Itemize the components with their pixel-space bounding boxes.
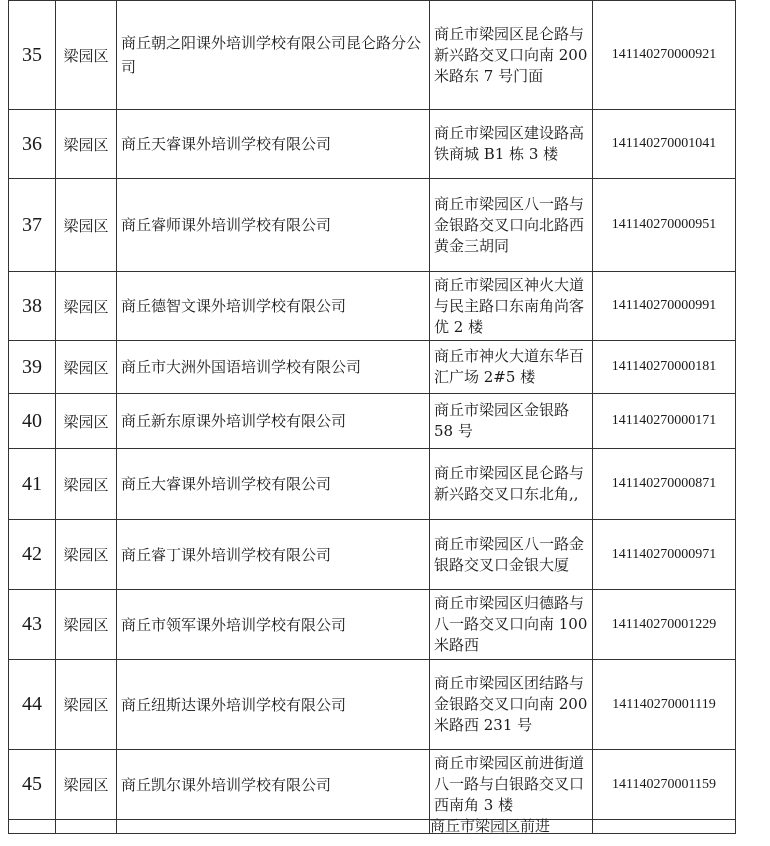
row-number: 38 — [9, 272, 56, 341]
partial-address-text: 商丘市梁园区前进 — [430, 816, 551, 835]
table-row-partial — [9, 820, 736, 834]
address-cell — [430, 816, 593, 835]
district-cell: 梁园区 — [56, 449, 117, 520]
school-name-cell: 商丘德智文课外培训学校有限公司 — [117, 272, 430, 341]
table-row — [9, 272, 736, 341]
table-row — [9, 520, 736, 590]
table-row — [9, 750, 736, 820]
row-number: 35 — [9, 1, 56, 110]
district-cell: 梁园区 — [56, 110, 117, 179]
school-name-cell — [117, 820, 430, 834]
row-number: 37 — [9, 179, 56, 272]
table-row — [9, 449, 736, 520]
district-cell: 梁园区 — [56, 179, 117, 272]
row-number: 36 — [9, 110, 56, 179]
school-name-cell: 商丘朝之阳课外培训学校有限公司昆仑路分公司 — [117, 1, 430, 110]
license-code-cell: 141140270000181 — [593, 341, 736, 394]
table-body — [9, 1, 736, 834]
address-cell: 商丘市梁园区前进街道八一路与白银路交叉口西南角 3 楼 — [430, 750, 593, 820]
license-code-cell: 141140270000971 — [593, 520, 736, 590]
district-cell: 梁园区 — [56, 1, 117, 110]
row-number — [9, 820, 56, 834]
license-code-cell: 141140270001229 — [593, 590, 736, 660]
table-row — [9, 110, 736, 179]
school-name-cell: 商丘市领军课外培训学校有限公司 — [117, 590, 430, 660]
license-code-cell: 141140270000951 — [593, 179, 736, 272]
license-code-cell — [593, 820, 736, 834]
district-cell: 梁园区 — [56, 394, 117, 449]
school-name-cell: 商丘大睿课外培训学校有限公司 — [117, 449, 430, 520]
address-cell: 商丘市梁园区归德路与八一路交叉口向南 100 米路西 — [430, 590, 593, 660]
address-cell: 商丘市梁园区团结路与金银路交叉口向南 200 米路西 231 号 — [430, 660, 593, 750]
school-name-cell: 商丘市大洲外国语培训学校有限公司 — [117, 341, 430, 394]
school-name-cell: 商丘凯尔课外培训学校有限公司 — [117, 750, 430, 820]
license-code-cell: 141140270000871 — [593, 449, 736, 520]
district-cell: 梁园区 — [56, 520, 117, 590]
license-code-cell: 141140270001041 — [593, 110, 736, 179]
district-cell: 梁园区 — [56, 750, 117, 820]
row-number: 41 — [9, 449, 56, 520]
row-number: 43 — [9, 590, 56, 660]
row-number: 44 — [9, 660, 56, 750]
license-code-cell: 141140270000171 — [593, 394, 736, 449]
school-name-cell: 商丘天睿课外培训学校有限公司 — [117, 110, 430, 179]
address-cell: 商丘市梁园区八一路金银路交叉口金银大厦 — [430, 520, 593, 590]
address-cell: 商丘市梁园区金银路 58 号 — [430, 394, 593, 449]
address-cell: 商丘市梁园区建设路高铁商城 B1 栋 3 楼 — [430, 110, 593, 179]
row-number: 42 — [9, 520, 56, 590]
district-cell: 梁园区 — [56, 590, 117, 660]
school-name-cell: 商丘睿丁课外培训学校有限公司 — [117, 520, 430, 590]
schools-table — [8, 0, 736, 834]
table-row — [9, 394, 736, 449]
license-code-cell: 141140270000921 — [593, 1, 736, 110]
address-cell: 商丘市梁园区神火大道与民主路口东南角尚客优 2 楼 — [430, 272, 593, 341]
district-cell: 梁园区 — [56, 341, 117, 394]
table-row — [9, 341, 736, 394]
row-number: 39 — [9, 341, 56, 394]
license-code-cell: 141140270001119 — [593, 660, 736, 750]
school-name-cell: 商丘睿师课外培训学校有限公司 — [117, 179, 430, 272]
address-cell: 商丘市梁园区昆仑路与新兴路交叉口东北角,, — [430, 449, 593, 520]
school-name-cell: 商丘新东原课外培训学校有限公司 — [117, 394, 430, 449]
license-code-cell: 141140270000991 — [593, 272, 736, 341]
district-cell — [56, 820, 117, 834]
school-name-cell: 商丘纽斯达课外培训学校有限公司 — [117, 660, 430, 750]
row-number: 45 — [9, 750, 56, 820]
table-row — [9, 590, 736, 660]
address-cell: 商丘市梁园区昆仑路与新兴路交叉口向南 200 米路东 7 号门面 — [430, 1, 593, 110]
table-row — [9, 660, 736, 750]
row-number: 40 — [9, 394, 56, 449]
address-cell: 商丘市神火大道东华百汇广场 2#5 楼 — [430, 341, 593, 394]
table-row — [9, 179, 736, 272]
table-row — [9, 1, 736, 110]
district-cell: 梁园区 — [56, 660, 117, 750]
address-cell: 商丘市梁园区八一路与金银路交叉口向北路西黄金三胡同 — [430, 179, 593, 272]
district-cell: 梁园区 — [56, 272, 117, 341]
license-code-cell: 141140270001159 — [593, 750, 736, 820]
